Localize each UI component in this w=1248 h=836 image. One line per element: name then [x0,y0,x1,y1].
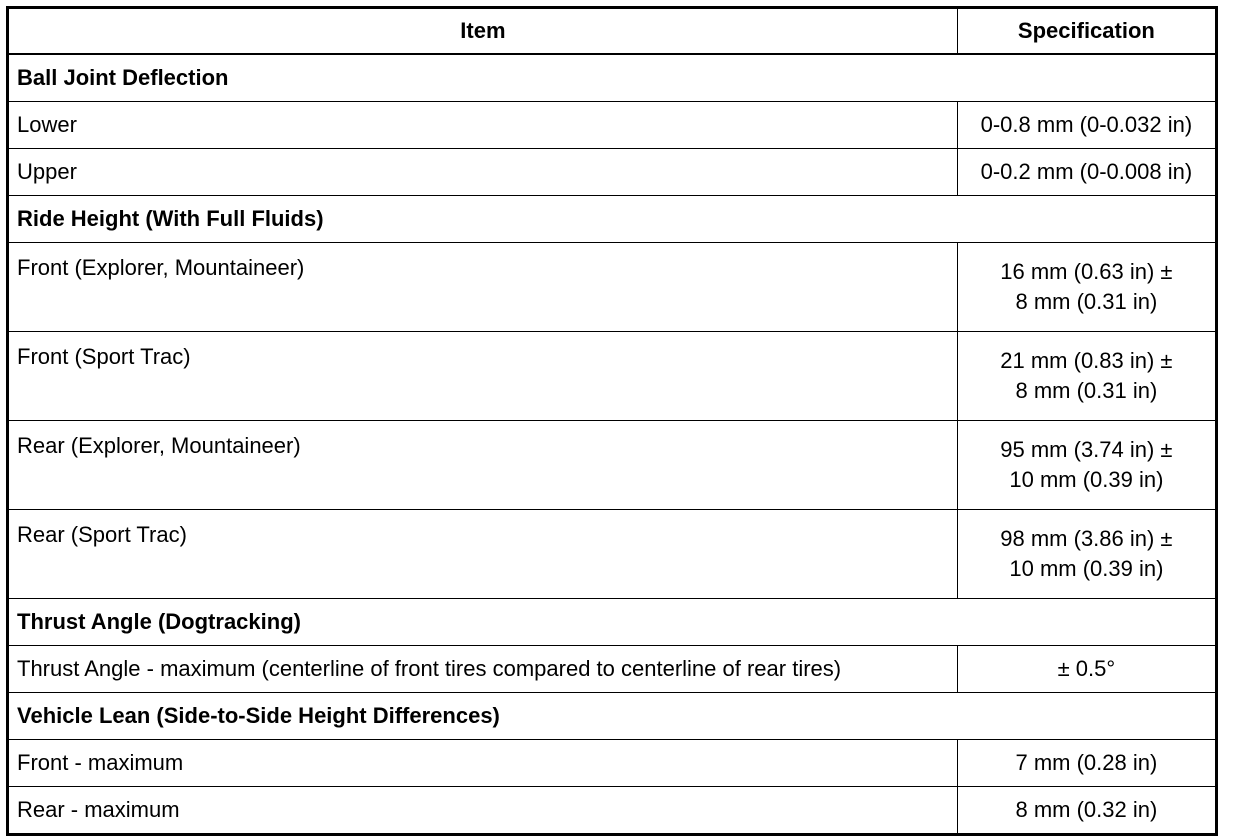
table-row [8,510,1217,599]
specification-cell [957,332,1216,421]
specification-line: 98 mm (3.86 in) ± [1000,526,1173,551]
item-cell: Front (Explorer, Mountaineer) [8,243,958,332]
specification-cell [957,243,1216,332]
section-header-row [8,196,1217,243]
item-cell: Front - maximum [8,740,958,787]
specification-column-header: Specification [957,8,1216,55]
item-cell: Thrust Angle - maximum (centerline of front tires compared to centerline of rear tires) [8,646,958,693]
specification-cell [957,740,1216,787]
specification-line: 8 mm (0.32 in) [1015,797,1158,822]
section-header-row [8,693,1217,740]
specification-cell [957,421,1216,510]
table-row [8,102,1217,149]
table-row [8,332,1217,421]
specification-line: 0-0.2 mm (0-0.008 in) [980,159,1193,184]
section-title: Vehicle Lean (Side-to-Side Height Differences) [8,693,1217,740]
item-cell: Rear (Explorer, Mountaineer) [8,421,958,510]
specification-line: 8 mm (0.31 in) [1015,289,1158,314]
specification-line: ± 0.5° [1057,656,1116,681]
item-cell: Upper [8,149,958,196]
specification-cell [957,510,1216,599]
table-row [8,421,1217,510]
item-cell: Rear - maximum [8,787,958,835]
specification-line: 8 mm (0.31 in) [1015,378,1158,403]
specification-cell [957,646,1216,693]
specification-line: 95 mm (3.74 in) ± [1000,437,1173,462]
specification-cell [957,102,1216,149]
table-row [8,243,1217,332]
specification-line: 16 mm (0.63 in) ± [1000,259,1173,284]
section-title: Ball Joint Deflection [8,54,1217,102]
section-title: Ride Height (With Full Fluids) [8,196,1217,243]
item-cell: Front (Sport Trac) [8,332,958,421]
specification-line: 10 mm (0.39 in) [1009,467,1164,492]
item-cell: Rear (Sport Trac) [8,510,958,599]
specification-table [6,6,1218,836]
table-row [8,787,1217,835]
specification-table-body [8,8,1217,835]
item-column-header: Item [8,8,958,55]
specification-cell [957,149,1216,196]
item-cell: Lower [8,102,958,149]
table-row [8,646,1217,693]
header-row [8,8,1217,55]
section-header-row [8,54,1217,102]
specification-line: 21 mm (0.83 in) ± [1000,348,1173,373]
specification-line: 7 mm (0.28 in) [1015,750,1158,775]
specification-line: 0-0.8 mm (0-0.032 in) [980,112,1193,137]
section-title: Thrust Angle (Dogtracking) [8,599,1217,646]
table-row [8,740,1217,787]
section-header-row [8,599,1217,646]
table-row [8,149,1217,196]
specification-cell [957,787,1216,835]
specification-line: 10 mm (0.39 in) [1009,556,1164,581]
